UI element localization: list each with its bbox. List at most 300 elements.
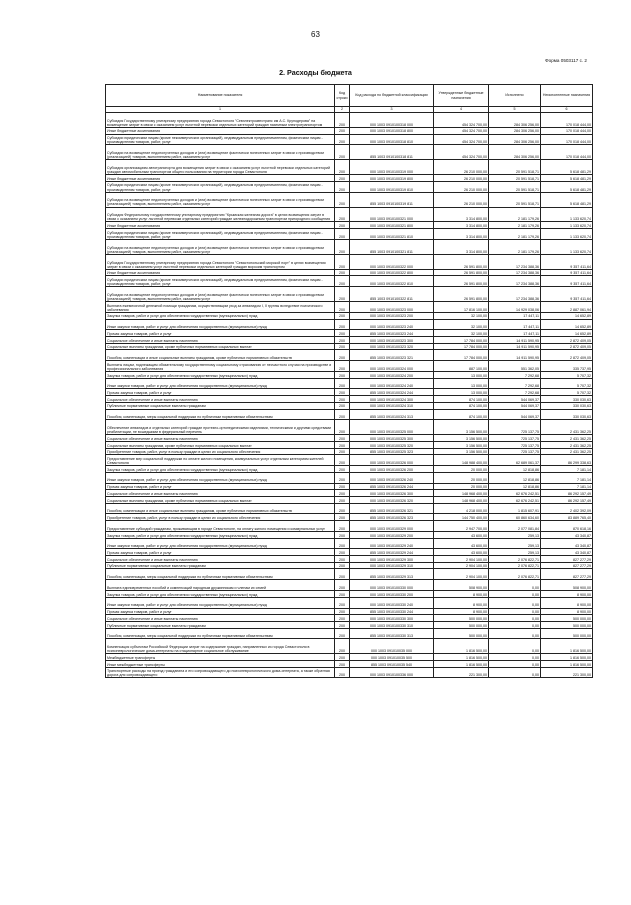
row-unexecuted-amount: 43 340,87 xyxy=(541,538,593,549)
table-row xyxy=(106,207,593,222)
row-line-code: 200 xyxy=(335,503,350,514)
row-line-code: 200 xyxy=(335,483,350,490)
row-approved-amount: 2 904 100,00 xyxy=(434,556,489,563)
row-unexecuted-amount: 170 018 444,00 xyxy=(541,127,593,134)
row-classification-code: 855 1003 0910100323 244 xyxy=(350,330,434,337)
row-classification-code: 000 1003 0910100330 300 xyxy=(350,615,434,622)
row-name: Иные бюджетные ассигнования xyxy=(106,127,335,134)
table-row xyxy=(106,127,593,134)
row-approved-amount: 2 904 100,00 xyxy=(434,569,489,580)
row-executed-amount: 62 676 242,51 xyxy=(489,496,541,503)
row-approved-amount: 17 816 100,00 xyxy=(434,302,489,313)
row-line-code: 200 xyxy=(335,134,350,145)
row-name: Иные бюджетные ассигнования xyxy=(106,175,335,182)
row-line-code: 200 xyxy=(335,556,350,563)
row-unexecuted-amount: 2 872 409,05 xyxy=(541,343,593,350)
table-row xyxy=(106,496,593,503)
table-row xyxy=(106,621,593,628)
row-approved-amount: 144 750 400,00 xyxy=(434,514,489,521)
column-number: 6 xyxy=(541,107,593,113)
row-approved-amount: 32 100,00 xyxy=(434,319,489,330)
row-approved-amount: 17 784 000,00 xyxy=(434,343,489,350)
table-row xyxy=(106,269,593,276)
row-approved-amount: 454 324 700,00 xyxy=(434,134,489,145)
row-classification-code: 855 1003 0910100326 244 xyxy=(350,483,434,490)
row-line-code: 200 xyxy=(335,269,350,276)
row-executed-amount: 14 929 038,06 xyxy=(489,302,541,313)
row-name: Иные бюджетные ассигнования xyxy=(106,269,335,276)
row-line-code: 200 xyxy=(335,160,350,175)
row-classification-code: 000 1003 0910100323 000 xyxy=(350,302,434,313)
row-unexecuted-amount: 1 133 620,74 xyxy=(541,239,593,254)
row-classification-code: 855 1003 0910100330 244 xyxy=(350,608,434,615)
table-row xyxy=(106,330,593,337)
row-classification-code: 000 1003 0910100330 240 xyxy=(350,597,434,608)
page-title: 2. Расходы бюджета xyxy=(279,68,352,77)
row-approved-amount: 8 900,00 xyxy=(434,608,489,615)
row-approved-amount: 2 904 100,00 xyxy=(434,562,489,569)
row-unexecuted-amount: 5 707,32 xyxy=(541,372,593,379)
row-line-code: 200 xyxy=(335,591,350,598)
row-name: Закупка товаров, работ и услуг для обеспечения государственных (муниципальных) нужд xyxy=(106,372,335,379)
row-line-code: 200 xyxy=(335,239,350,254)
row-classification-code: 000 1003 0910100322 810 xyxy=(350,276,434,287)
row-classification-code: 000 1003 0910100318 000 xyxy=(350,113,434,128)
row-unexecuted-amount: 2 402 392,09 xyxy=(541,503,593,514)
table-row xyxy=(106,441,593,448)
row-unexecuted-amount: 14 652,89 xyxy=(541,319,593,330)
row-approved-amount: 26 591 800,00 xyxy=(434,287,489,302)
table-row xyxy=(106,402,593,409)
row-name: Закупка товаров, работ и услуг для обеспечения государственных (муниципальных) нужд xyxy=(106,312,335,319)
row-name: Социальные выплаты гражданам, кроме публичных нормативных социальных выплат xyxy=(106,343,335,350)
row-approved-amount: 148 988 400,00 xyxy=(434,455,489,466)
row-executed-amount: 2 076 822,71 xyxy=(489,562,541,569)
row-classification-code: 855 1003 0910100326 321 xyxy=(350,503,434,514)
table-row xyxy=(106,455,593,466)
row-line-code: 200 xyxy=(335,615,350,622)
row-name: Приобретение товаров, работ, услуг в пользу граждан в целях их социального обеспечения xyxy=(106,448,335,455)
row-approved-amount: 500 000,00 xyxy=(434,615,489,622)
row-approved-amount: 500 000,00 xyxy=(434,621,489,628)
row-line-code: 200 xyxy=(335,466,350,473)
row-executed-amount: 259,13 xyxy=(489,531,541,538)
row-classification-code: 000 1003 0910100323 240 xyxy=(350,319,434,330)
row-line-code: 200 xyxy=(335,350,350,361)
table-row xyxy=(106,409,593,420)
row-name: Социальное обеспечение и иные выплаты населению xyxy=(106,435,335,442)
row-name: Субсидии на возмещение недополученных доходов и (или) возмещение фактически понесенных затрат в связи с производством (реализацией) товаров, выполнением работ, оказанием услуг xyxy=(106,239,335,254)
row-classification-code: 000 1003 0910100336 000 xyxy=(350,667,434,678)
row-executed-amount: 62 689 061,37 xyxy=(489,455,541,466)
row-unexecuted-amount: 2 872 409,05 xyxy=(541,337,593,344)
header-executed: Исполнено xyxy=(489,85,541,107)
row-approved-amount: 3 156 500,00 xyxy=(434,441,489,448)
row-name: Выплаты лицам, подлежащим обязательному государственному социальному страхованию от несчастного случая на производстве и профессионального заболевания xyxy=(106,361,335,372)
row-classification-code: 000 1003 0910100321 810 xyxy=(350,229,434,240)
header-approved: Утвержденные бюджетные назначения xyxy=(434,85,489,107)
row-name: Субсидии на возмещение недополученных доходов и (или) возмещение фактически понесенных затрат в связи с производством (реализацией) товаров, выполнением работ, оказанием услуг xyxy=(106,145,335,160)
row-line-code: 200 xyxy=(335,319,350,330)
row-name: Иные закупки товаров, работ и услуг для обеспечения государственных (муниципальных) нужд xyxy=(106,538,335,549)
row-approved-amount: 221 300,00 xyxy=(434,667,489,678)
row-name: Пособия, компенсации, меры социальной поддержки по публичным нормативным обязательствам xyxy=(106,569,335,580)
row-classification-code: 000 1003 0910100326 300 xyxy=(350,490,434,497)
row-unexecuted-amount: 870 618,16 xyxy=(541,521,593,532)
row-line-code: 200 xyxy=(335,562,350,569)
row-executed-amount: 0,00 xyxy=(489,608,541,615)
table-row xyxy=(106,181,593,192)
row-executed-amount: 17 234 388,36 xyxy=(489,269,541,276)
row-line-code: 200 xyxy=(335,448,350,455)
expenses-table-container xyxy=(105,84,592,678)
row-executed-amount: 20 591 518,71 xyxy=(489,175,541,182)
row-unexecuted-amount: 2 431 362,25 xyxy=(541,435,593,442)
row-executed-amount: 725 137,75 xyxy=(489,435,541,442)
row-executed-amount: 7 292,68 xyxy=(489,372,541,379)
row-unexecuted-amount: 170 018 444,00 xyxy=(541,113,593,128)
row-unexecuted-amount: 1 133 620,74 xyxy=(541,222,593,229)
row-name: Субсидии юридическим лицам (кроме некоммерческих организаций), индивидуальным предпринимателям, физическим лицам - производителям товаров, работ, услуг xyxy=(106,229,335,240)
row-approved-amount: 1 816 500,00 xyxy=(434,639,489,654)
row-name: Социальное обеспечение и иные выплаты населению xyxy=(106,615,335,622)
row-executed-amount: 544 069,37 xyxy=(489,396,541,403)
row-approved-amount: 454 324 700,00 xyxy=(434,145,489,160)
table-row xyxy=(106,660,593,667)
table-row xyxy=(106,312,593,319)
row-classification-code: 000 1003 0910100319 000 xyxy=(350,160,434,175)
row-line-code: 200 xyxy=(335,192,350,207)
table-row xyxy=(106,396,593,403)
row-executed-amount: 2 181 179,26 xyxy=(489,239,541,254)
row-classification-code: 000 1003 0910100324 240 xyxy=(350,378,434,389)
row-approved-amount: 148 968 400,00 xyxy=(434,490,489,497)
row-approved-amount: 874 100,00 xyxy=(434,396,489,403)
row-name: Прочая закупка товаров, работ и услуг xyxy=(106,389,335,396)
row-approved-amount: 1 816 500,00 xyxy=(434,660,489,667)
table-row xyxy=(106,615,593,622)
row-approved-amount: 887 100,00 xyxy=(434,361,489,372)
row-approved-amount: 1 816 500,00 xyxy=(434,654,489,661)
table-row xyxy=(106,276,593,287)
row-unexecuted-amount: 330 030,63 xyxy=(541,402,593,409)
row-classification-code: 000 1003 091010035 000 xyxy=(350,639,434,654)
row-approved-amount: 148 968 400,00 xyxy=(434,496,489,503)
row-name: Предоставление мер социальной поддержки по оплате жилого помещения, коммунальных услуг отдельным категориям жителей Севастополя xyxy=(106,455,335,466)
row-line-code: 200 xyxy=(335,276,350,287)
row-classification-code: 000 1003 0910100319 800 xyxy=(350,175,434,182)
column-number: 5 xyxy=(489,107,541,113)
row-approved-amount: 3 156 500,00 xyxy=(434,420,489,435)
row-unexecuted-amount: 5 618 481,29 xyxy=(541,160,593,175)
table-row xyxy=(106,113,593,128)
row-classification-code: 855 1003 0910100329 244 xyxy=(350,549,434,556)
row-approved-amount: 8 900,00 xyxy=(434,591,489,598)
row-executed-amount: 2 181 179,26 xyxy=(489,207,541,222)
row-name: Закупка товаров, работ и услуг для обеспечения государственных (муниципальных) нужд xyxy=(106,531,335,538)
row-line-code: 200 xyxy=(335,514,350,521)
row-name: Предоставление субсидий гражданам, проживающим в городе Севастополе, на оплату жилого помещения и коммунальных услуг xyxy=(106,521,335,532)
row-unexecuted-amount: 827 277,29 xyxy=(541,569,593,580)
row-executed-amount: 62 676 242,51 xyxy=(489,490,541,497)
row-approved-amount: 4 218 000,00 xyxy=(434,503,489,514)
row-line-code: 200 xyxy=(335,639,350,654)
row-unexecuted-amount: 7 181,14 xyxy=(541,466,593,473)
row-approved-amount: 500 000,00 xyxy=(434,628,489,639)
table-row xyxy=(106,466,593,473)
row-unexecuted-amount: 508 900,00 xyxy=(541,580,593,591)
row-unexecuted-amount: 335 737,95 xyxy=(541,361,593,372)
row-executed-amount: 20 591 518,71 xyxy=(489,181,541,192)
row-line-code: 200 xyxy=(335,549,350,556)
row-classification-code: 000 1003 0910100330 310 xyxy=(350,621,434,628)
row-approved-amount: 2 947 700,00 xyxy=(434,521,489,532)
table-row xyxy=(106,538,593,549)
header-budget-classification: Код расхода по бюджетной классификации xyxy=(350,85,434,107)
row-classification-code: 855 1003 0910100321 811 xyxy=(350,239,434,254)
table-row xyxy=(106,597,593,608)
row-name: Субсидии юридическим лицам (кроме некоммерческих организаций), индивидуальным предпринимателям, физическим лицам - производителям товаров, работ, услуг xyxy=(106,181,335,192)
row-unexecuted-amount: 5 618 481,29 xyxy=(541,175,593,182)
table-row xyxy=(106,337,593,344)
table-header-row xyxy=(106,85,593,107)
row-name: Субсидии юридическим лицам (кроме некоммерческих организаций), индивидуальным предпринимателям, физическим лицам - производителям товаров, работ, услуг xyxy=(106,276,335,287)
row-unexecuted-amount: 14 652,89 xyxy=(541,312,593,319)
row-unexecuted-amount: 5 707,32 xyxy=(541,389,593,396)
row-name: Публичные нормативные социальные выплаты гражданам xyxy=(106,621,335,628)
table-row xyxy=(106,287,593,302)
row-executed-amount: 17 447,11 xyxy=(489,319,541,330)
row-executed-amount: 544 069,37 xyxy=(489,409,541,420)
row-line-code: 200 xyxy=(335,287,350,302)
row-executed-amount: 259,13 xyxy=(489,549,541,556)
row-executed-amount: 0,00 xyxy=(489,615,541,622)
table-row xyxy=(106,229,593,240)
row-line-code: 200 xyxy=(335,521,350,532)
row-name: Выплата единовременных пособий и компенсаций народным дружинникам и членам их семей xyxy=(106,580,335,591)
table-row xyxy=(106,608,593,615)
row-line-code: 200 xyxy=(335,667,350,678)
row-executed-amount: 12 818,86 xyxy=(489,466,541,473)
row-unexecuted-amount: 1 816 500,00 xyxy=(541,660,593,667)
row-executed-amount: 0,00 xyxy=(489,639,541,654)
row-unexecuted-amount: 1 816 500,00 xyxy=(541,639,593,654)
row-executed-amount: 0,00 xyxy=(489,591,541,598)
row-classification-code: 000 1003 0910100325 320 xyxy=(350,441,434,448)
row-name: Закупка товаров, работ и услуг для обеспечения государственных (муниципальных) нужд xyxy=(106,466,335,473)
row-classification-code: 000 1003 0910100329 200 xyxy=(350,531,434,538)
row-line-code: 200 xyxy=(335,396,350,403)
row-executed-amount: 0,00 xyxy=(489,654,541,661)
row-name: Прочая закупка товаров, работ и услуг xyxy=(106,608,335,615)
row-approved-amount: 20 000,00 xyxy=(434,472,489,483)
row-approved-amount: 3 314 800,00 xyxy=(434,239,489,254)
row-approved-amount: 26 591 800,00 xyxy=(434,269,489,276)
row-line-code: 200 xyxy=(335,538,350,549)
row-classification-code: 855 1003 0910100323 321 xyxy=(350,350,434,361)
row-classification-code: 855 1003 0910100318 811 xyxy=(350,145,434,160)
form-code: Форма 0503117 с. 2 xyxy=(545,58,587,63)
row-line-code: 200 xyxy=(335,409,350,420)
row-name: Выплата ежемесячной денежной помощи гражданам, осуществляющим уход за инвалидом I, II группы вследствие психического заболевания xyxy=(106,302,335,313)
row-executed-amount: 551 362,05 xyxy=(489,361,541,372)
table-row xyxy=(106,521,593,532)
row-name: Обеспечение инвалидов и отдельных категорий граждан протезно-ортопедическими изделиями, техническими и другими средствами реабилитации, не вошедшими в федеральный перечень xyxy=(106,420,335,435)
row-approved-amount: 20 000,00 xyxy=(434,466,489,473)
row-line-code: 200 xyxy=(335,389,350,396)
row-name: Межбюджетные трансферты xyxy=(106,654,335,661)
row-executed-amount: 20 591 518,71 xyxy=(489,160,541,175)
row-unexecuted-amount: 827 277,29 xyxy=(541,556,593,563)
row-line-code: 200 xyxy=(335,455,350,466)
table-row xyxy=(106,134,593,145)
row-line-code: 200 xyxy=(335,402,350,409)
row-name: Субсидии на возмещение недополученных доходов и (или) возмещение фактически понесенных затрат в связи с производством (реализацией) товаров, выполнением работ, оказанием услуг xyxy=(106,287,335,302)
table-row xyxy=(106,160,593,175)
table-row xyxy=(106,580,593,591)
row-approved-amount: 3 156 500,00 xyxy=(434,448,489,455)
row-line-code: 200 xyxy=(335,628,350,639)
row-unexecuted-amount: 8 900,00 xyxy=(541,591,593,598)
row-classification-code: 000 1003 0910100329 310 xyxy=(350,562,434,569)
row-name: Иные бюджетные ассигнования xyxy=(106,222,335,229)
row-name: Иные закупки товаров, работ и услуг для обеспечения государственных (муниципальных) нужд xyxy=(106,319,335,330)
row-name: Пособия, компенсации и иные социальные выплаты гражданам, кроме публичных нормативных обязательств xyxy=(106,503,335,514)
row-line-code: 200 xyxy=(335,597,350,608)
row-line-code: 200 xyxy=(335,175,350,182)
row-unexecuted-amount: 9 357 411,64 xyxy=(541,269,593,276)
row-executed-amount: 725 137,75 xyxy=(489,448,541,455)
row-name: Социальное обеспечение и иные выплаты населению xyxy=(106,396,335,403)
table-row xyxy=(106,343,593,350)
row-executed-amount: 284 306 256,00 xyxy=(489,113,541,128)
row-approved-amount: 508 900,00 xyxy=(434,580,489,591)
row-name: Публичные нормативные социальные выплаты гражданам xyxy=(106,402,335,409)
row-classification-code: 000 1003 0910100326 240 xyxy=(350,472,434,483)
row-approved-amount: 454 324 700,00 xyxy=(434,127,489,134)
row-executed-amount: 17 447,11 xyxy=(489,330,541,337)
row-classification-code: 000 1003 0910100329 300 xyxy=(350,556,434,563)
row-executed-amount: 17 234 388,36 xyxy=(489,254,541,269)
row-unexecuted-amount: 9 357 411,64 xyxy=(541,287,593,302)
row-name: Публичные нормативные социальные выплаты гражданам xyxy=(106,562,335,569)
row-classification-code: 855 1003 0910100322 811 xyxy=(350,287,434,302)
row-unexecuted-amount: 500 000,00 xyxy=(541,621,593,628)
row-name: Субсидия Федеральному государственному унитарному предприятию "Крымская железная дорога" в целях возмещения затрат в связи с оказанием услуг льготной перевозки отдельных категорий граждан железнодорожным транспортом пригородного сообщения xyxy=(106,207,335,222)
row-approved-amount: 32 100,00 xyxy=(434,312,489,319)
table-row xyxy=(106,639,593,654)
row-unexecuted-amount: 170 018 444,00 xyxy=(541,134,593,145)
table-row xyxy=(106,361,593,372)
row-line-code: 200 xyxy=(335,113,350,128)
row-unexecuted-amount: 221 300,00 xyxy=(541,667,593,678)
row-classification-code: 000 1003 0910100324 300 xyxy=(350,396,434,403)
row-executed-amount: 7 292,68 xyxy=(489,378,541,389)
row-executed-amount: 0,00 xyxy=(489,667,541,678)
row-name: Иные межбюджетные трансферты xyxy=(106,660,335,667)
row-line-code: 200 xyxy=(335,654,350,661)
row-classification-code: 000 1003 0910100323 320 xyxy=(350,343,434,350)
row-name: Субсидии юридическим лицам (кроме некоммерческих организаций), индивидуальным предпринимателям, физическим лицам - производителям товаров, работ, услуг xyxy=(106,134,335,145)
table-row xyxy=(106,372,593,379)
row-unexecuted-amount: 1 133 620,74 xyxy=(541,207,593,222)
row-classification-code: 855 1003 0910100326 323 xyxy=(350,514,434,521)
row-approved-amount: 26 210 000,00 xyxy=(434,181,489,192)
row-executed-amount: 0,00 xyxy=(489,580,541,591)
row-approved-amount: 20 000,00 xyxy=(434,483,489,490)
row-unexecuted-amount: 500 000,00 xyxy=(541,615,593,622)
row-unexecuted-amount: 2 431 362,25 xyxy=(541,448,593,455)
row-name: Прочая закупка товаров, работ и услуг xyxy=(106,483,335,490)
table-row xyxy=(106,667,593,678)
row-executed-amount: 2 077 081,84 xyxy=(489,521,541,532)
row-unexecuted-amount: 330 030,63 xyxy=(541,409,593,420)
row-approved-amount: 13 000,00 xyxy=(434,378,489,389)
row-unexecuted-amount: 2 887 061,94 xyxy=(541,302,593,313)
row-approved-amount: 13 000,00 xyxy=(434,389,489,396)
row-approved-amount: 26 210 000,00 xyxy=(434,175,489,182)
row-executed-amount: 259,13 xyxy=(489,538,541,549)
row-unexecuted-amount: 330 030,63 xyxy=(541,396,593,403)
header-line-code: Код строки xyxy=(335,85,350,107)
table-row xyxy=(106,448,593,455)
row-classification-code: 000 1003 0910100323 300 xyxy=(350,337,434,344)
row-classification-code: 855 1003 0910100324 244 xyxy=(350,389,434,396)
row-line-code: 200 xyxy=(335,580,350,591)
row-classification-code: 855 1003 0910100319 811 xyxy=(350,192,434,207)
row-approved-amount: 17 784 000,00 xyxy=(434,337,489,344)
row-approved-amount: 874 100,00 xyxy=(434,409,489,420)
table-row xyxy=(106,389,593,396)
row-name: Транспортные расходы на проезд гражданина и его сопровождающего до психоневрологического дома-интерната, а также обратная дорога для сопровождающего xyxy=(106,667,335,678)
table-row xyxy=(106,591,593,598)
table-row xyxy=(106,239,593,254)
row-name: Субсидия организациям автотранспорта для возмещения затрат в связи с оказанием услуг льготной перевозки отдельных категорий граждан автомобильным транспортом общего пользования на территории города Севастополя xyxy=(106,160,335,175)
row-executed-amount: 2 076 822,71 xyxy=(489,569,541,580)
row-approved-amount: 26 210 000,00 xyxy=(434,160,489,175)
row-line-code: 200 xyxy=(335,569,350,580)
table-row xyxy=(106,420,593,435)
row-unexecuted-amount: 86 292 157,49 xyxy=(541,490,593,497)
row-approved-amount: 3 314 800,00 xyxy=(434,222,489,229)
row-approved-amount: 26 210 000,00 xyxy=(434,192,489,207)
expenses-table xyxy=(105,84,593,678)
row-classification-code: 000 1003 091010035 500 xyxy=(350,654,434,661)
row-executed-amount: 14 911 590,95 xyxy=(489,337,541,344)
table-row xyxy=(106,654,593,661)
row-executed-amount: 2 076 822,71 xyxy=(489,556,541,563)
row-classification-code: 000 1003 0910100330 200 xyxy=(350,591,434,598)
row-line-code: 200 xyxy=(335,312,350,319)
table-row xyxy=(106,562,593,569)
row-executed-amount: 14 911 590,95 xyxy=(489,343,541,350)
row-executed-amount: 20 591 518,71 xyxy=(489,192,541,207)
row-name: Социальные выплаты гражданам, кроме публичных нормативных социальных выплат xyxy=(106,496,335,503)
row-unexecuted-amount: 5 618 481,29 xyxy=(541,181,593,192)
row-executed-amount: 1 815 607,91 xyxy=(489,503,541,514)
row-unexecuted-amount: 83 889 765,40 xyxy=(541,514,593,521)
row-unexecuted-amount: 43 340,87 xyxy=(541,549,593,556)
row-line-code: 200 xyxy=(335,145,350,160)
row-name: Иные закупки товаров, работ и услуг для обеспечения государственных (муниципальных) нужд xyxy=(106,378,335,389)
row-name: Социальное обеспечение и иные выплаты населению xyxy=(106,490,335,497)
table-row xyxy=(106,222,593,229)
table-row xyxy=(106,490,593,497)
row-name: Иные закупки товаров, работ и услуг для обеспечения государственных (муниципальных) нужд xyxy=(106,472,335,483)
row-line-code: 200 xyxy=(335,181,350,192)
row-name: Социальные выплаты гражданам, кроме публичных нормативных социальных выплат xyxy=(106,441,335,448)
row-executed-amount: 12 818,86 xyxy=(489,472,541,483)
